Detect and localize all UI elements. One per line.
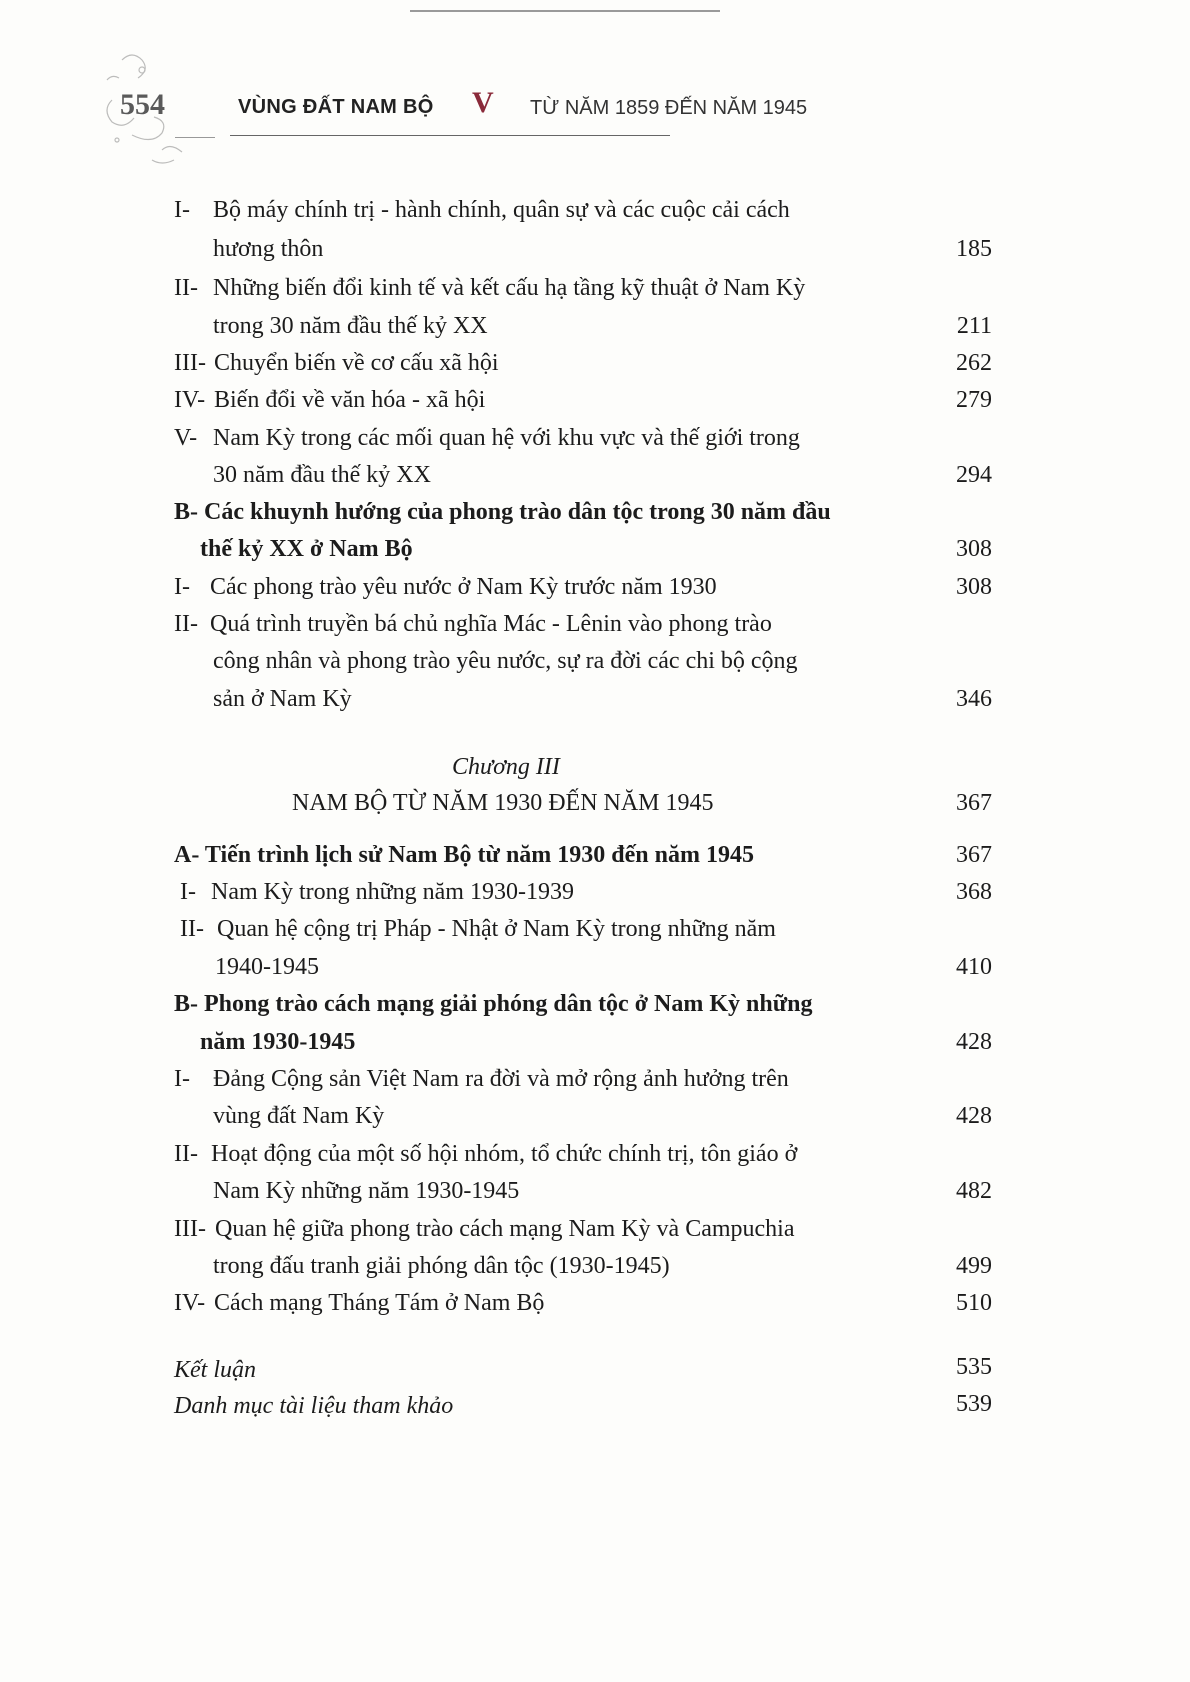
toc-entry-title: Các phong trào yêu nước ở Nam Kỳ trước năm 1930: [210, 574, 717, 600]
book-period: TỪ NĂM 1859 ĐẾN NĂM 1945: [530, 97, 808, 119]
toc-entry-title-cont: sản ở Nam Kỳ: [213, 686, 352, 712]
toc-entry-title: Cách mạng Tháng Tám ở Nam Bộ: [214, 1290, 545, 1316]
book-title: VÙNG ĐẤT NAM BỘ: [238, 96, 434, 118]
toc-entry-title: Nam Kỳ trong các mối quan hệ với khu vực và thế giới trong: [213, 425, 800, 451]
toc-entry-number: II-: [174, 275, 198, 301]
toc-entry-title: Biến đổi về văn hóa - xã hội: [214, 387, 486, 413]
toc-entry-page: 211: [956, 313, 992, 339]
toc-conclusion: Kết luận: [174, 1357, 256, 1383]
toc-entry-page: 535: [956, 1354, 992, 1380]
toc-entry-title: Những biến đổi kinh tế và kết cấu hạ tầng kỹ thuật ở Nam Kỳ: [213, 275, 806, 301]
toc-entry-page: 510: [956, 1290, 992, 1316]
toc-entry-page: 428: [956, 1103, 992, 1129]
toc-entry-number: II-: [174, 611, 198, 637]
toc-entry-number: I-: [174, 574, 190, 600]
toc-entry-page: 308: [956, 574, 992, 600]
toc-section-title-cont: năm 1930-1945: [200, 1029, 356, 1055]
toc-entry-page: 185: [956, 236, 992, 262]
toc-entry-number: V-: [174, 425, 198, 451]
toc-entry-number: I-: [174, 197, 190, 223]
toc-entry-page: 346: [956, 686, 992, 712]
toc-entry-page: 294: [956, 462, 992, 488]
toc-entry-number: II-: [180, 916, 204, 942]
toc-entry-title-cont: Nam Kỳ những năm 1930-1945: [213, 1178, 520, 1204]
toc-entry-number: IV-: [174, 387, 206, 413]
toc-entry-page: 499: [956, 1253, 992, 1279]
toc-entry-page: 539: [956, 1391, 992, 1417]
toc-entry-number: II-: [174, 1141, 198, 1167]
toc-entry-title-cont: công nhân và phong trào yêu nước, sự ra đời các chi bộ cộng: [213, 648, 798, 674]
toc-entry-number: I-: [180, 879, 196, 905]
toc-entry-title-cont: 30 năm đầu thế kỷ XX: [213, 462, 431, 488]
toc-references: Danh mục tài liệu tham khảo: [174, 1393, 454, 1419]
toc-entry-page: 482: [956, 1178, 992, 1204]
chapter-title: NAM BỘ TỪ NĂM 1930 ĐẾN NĂM 1945: [292, 790, 714, 816]
toc-section-title: A- Tiến trình lịch sử Nam Bộ từ năm 1930 đến năm 1945: [174, 842, 754, 868]
toc-entry-title-cont: hương thôn: [213, 236, 324, 262]
toc-entry-title: Bộ máy chính trị - hành chính, quân sự và các cuộc cải cách: [213, 197, 790, 223]
volume-mark: V: [472, 86, 494, 119]
toc-entry-page: 367: [956, 842, 992, 868]
toc-entry-title: Quá trình truyền bá chủ nghĩa Mác - Lênin vào phong trào: [210, 611, 772, 637]
toc-entry-title: Quan hệ giữa phong trào cách mạng Nam Kỳ và Campuchia: [215, 1216, 795, 1242]
toc-entry-page: 308: [956, 536, 992, 562]
toc-section-title-cont: thế kỷ XX ở Nam Bộ: [200, 536, 413, 562]
toc-entry-title-cont: trong đấu tranh giải phóng dân tộc (1930-1945): [213, 1253, 670, 1279]
toc-entry-title: Quan hệ cộng trị Pháp - Nhật ở Nam Kỳ trong những năm: [217, 916, 776, 942]
toc-section-title: B- Phong trào cách mạng giải phóng dân tộc ở Nam Kỳ những: [174, 991, 813, 1017]
toc-entry-page: 410: [956, 954, 992, 980]
toc-entry-number: III-: [174, 350, 206, 376]
toc-section-title: B- Các khuynh hướng của phong trào dân tộc trong 30 năm đầu: [174, 499, 831, 525]
toc-entry-title-cont: 1940-1945: [215, 954, 319, 980]
page-number: 554: [120, 88, 165, 121]
toc-entry-page: 262: [956, 350, 992, 376]
toc-entry-title: Đảng Cộng sản Việt Nam ra đời và mở rộng ảnh hưởng trên: [213, 1066, 789, 1092]
toc-entry-number: I-: [174, 1066, 190, 1092]
toc-entry-page: 428: [956, 1029, 992, 1055]
toc-entry-page: 367: [956, 790, 992, 816]
toc-entry-title: Chuyển biến về cơ cấu xã hội: [214, 350, 499, 376]
toc-entry-number: IV-: [174, 1290, 206, 1316]
toc-entry-title: Nam Kỳ trong những năm 1930-1939: [211, 879, 574, 905]
toc-entry-page: 279: [956, 387, 992, 413]
toc-entry-title-cont: vùng đất Nam Kỳ: [213, 1103, 385, 1129]
chapter-label: Chương III: [452, 754, 560, 780]
toc-entry-number: III-: [174, 1216, 206, 1242]
toc-entry-title-cont: trong 30 năm đầu thế kỷ XX: [213, 313, 488, 339]
toc-entry-title: Hoạt động của một số hội nhóm, tổ chức chính trị, tôn giáo ở: [211, 1141, 798, 1167]
toc-entry-page: 368: [956, 879, 992, 905]
